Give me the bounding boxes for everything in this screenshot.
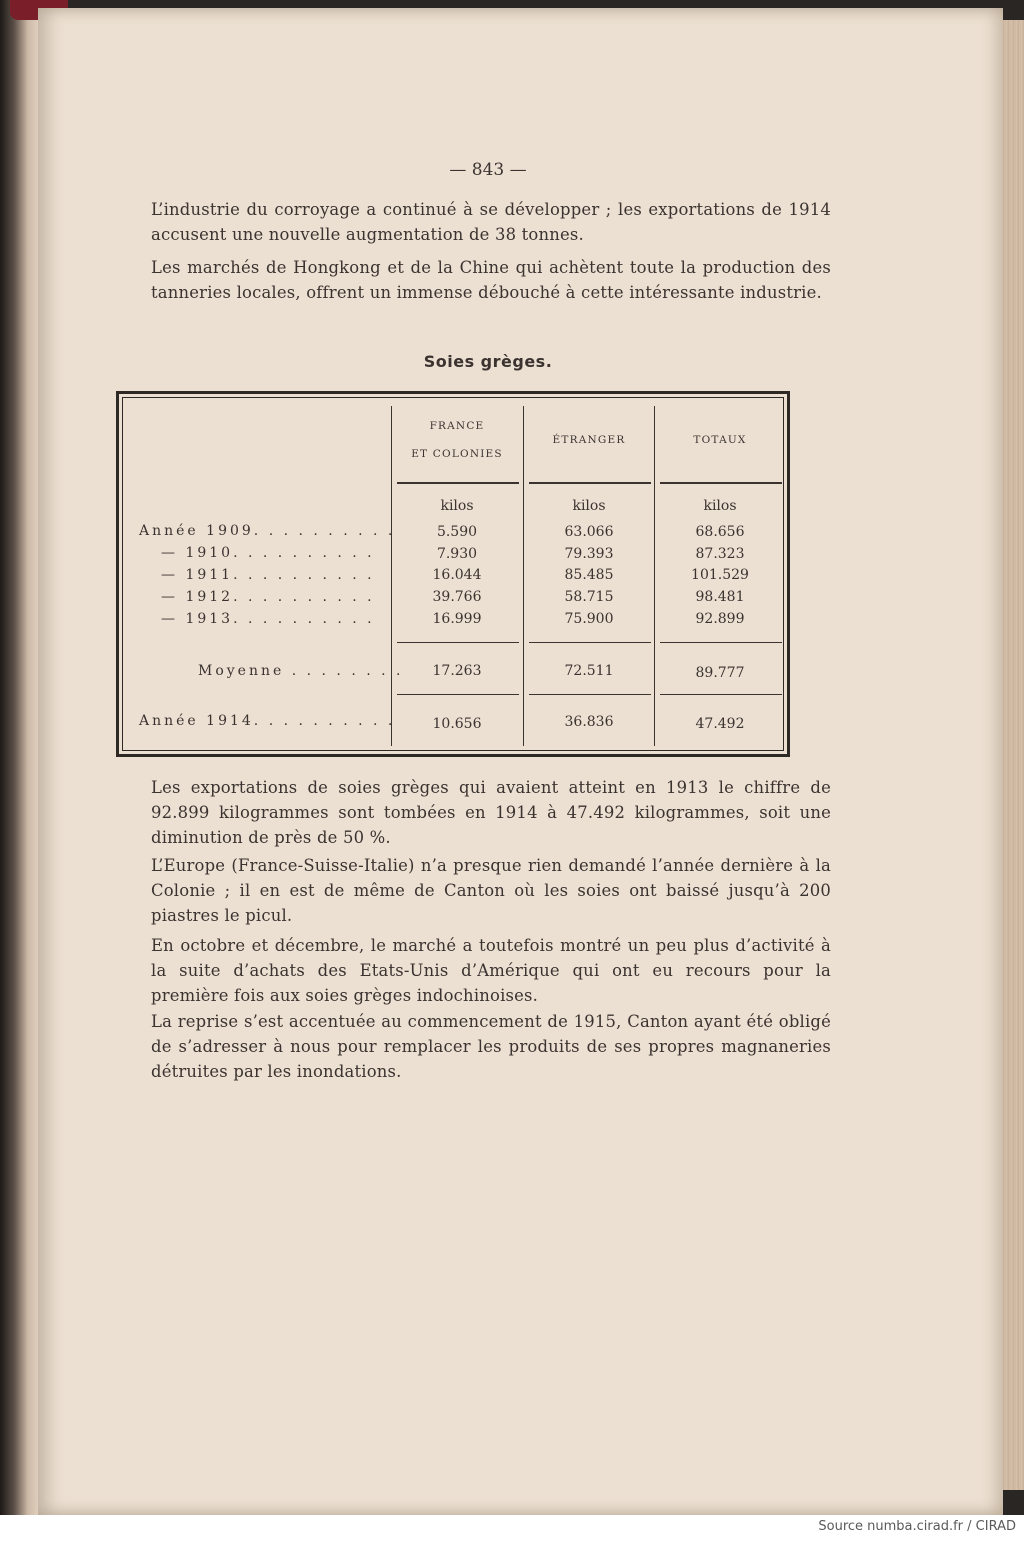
- source-credit: Source numba.cirad.fr / CIRAD: [818, 1519, 1016, 1534]
- table-cell: 17.263: [432, 663, 482, 679]
- row-label-1912: — 1912. . . . . . . . . .: [161, 589, 375, 605]
- paragraph: L’Europe (France-Suisse-Italie) n’a presque rien demandé l’année dernière à la Colonie ; il en est de même de Canton où les soies ont baissé jusqu’à 200 piastres le picul.: [151, 856, 831, 925]
- unit-label: kilos: [703, 498, 737, 514]
- table-title: Soies grèges.: [423, 352, 553, 371]
- row-label-1914: Année 1914. . . . . . . . . .: [139, 713, 396, 729]
- table-cell: 16.044: [432, 567, 482, 583]
- table-cell: 87.323: [695, 546, 745, 562]
- table-cell: 7.930: [436, 546, 478, 562]
- paragraph: Les exportations de soies grèges qui avaient atteint en 1913 le chiffre de 92.899 kilogrammes sont tombées en 1914 à 47.492 kilogrammes, soit une diminution de près de 50 %.: [151, 778, 831, 847]
- table-cell: 101.529: [691, 567, 749, 583]
- exports-table: [116, 391, 790, 757]
- row-separator: [397, 694, 519, 695]
- table-cell: 72.511: [564, 663, 614, 679]
- paragraph: En octobre et décembre, le marché a toutefois montré un peu plus d’activité à la suite d’achats des Etats-Unis d’Amérique qui ont eu recours pour la première fois aux soies grèges indochinoises.: [151, 936, 831, 1005]
- header-underline: [660, 482, 782, 484]
- header-totaux: TOTAUX: [693, 434, 747, 446]
- table-cell: 10.656: [432, 716, 482, 732]
- table-cell: 85.485: [564, 567, 614, 583]
- header-etranger: ÉTRANGER: [552, 434, 626, 446]
- header-france-line1: FRANCE: [429, 420, 485, 432]
- table-cell: 92.899: [695, 611, 745, 627]
- table-cell: 63.066: [564, 524, 614, 540]
- column-separator: [523, 406, 524, 746]
- table-cell: 68.656: [695, 524, 745, 540]
- page-sheet: [38, 8, 1003, 1515]
- header-france: [393, 412, 521, 468]
- header-france-line2: ET COLONIES: [411, 448, 503, 460]
- table-inner-border: [122, 397, 784, 751]
- column-separator: [391, 406, 392, 746]
- table-cell: 5.590: [436, 524, 478, 540]
- header-underline: [529, 482, 651, 484]
- row-separator: [660, 694, 782, 695]
- table-cell: 39.766: [432, 589, 482, 605]
- row-separator: [660, 642, 782, 643]
- row-label-1911: — 1911. . . . . . . . . .: [161, 567, 375, 583]
- row-label-1909: Année 1909. . . . . . . . . .: [139, 523, 396, 539]
- unit-label: kilos: [440, 498, 474, 514]
- table-cell: 98.481: [695, 589, 745, 605]
- table-cell: 79.393: [564, 546, 614, 562]
- table-cell: 58.715: [564, 589, 614, 605]
- table-cell: 75.900: [564, 611, 614, 627]
- page-number: — 843 —: [449, 160, 527, 180]
- header-underline: [397, 482, 519, 484]
- row-separator: [397, 642, 519, 643]
- column-separator: [654, 406, 655, 746]
- table-cell: 89.777: [695, 665, 745, 681]
- paragraph: L’industrie du corroyage a continué à se développer ; les exportations de 1914 accusent une nouvelle augmentation de 38 tonnes.: [151, 200, 831, 244]
- left-page-edge: [0, 0, 40, 1515]
- row-separator: [529, 642, 651, 643]
- paragraph: Les marchés de Hongkong et de la Chine qui achètent toute la production des tanneries locales, offrent un immense débouché à cette intéressante industrie.: [151, 258, 831, 302]
- row-label-moyenne: Moyenne . . . . . . . .: [198, 663, 404, 679]
- table-cell: 36.836: [564, 714, 614, 730]
- table-cell: 47.492: [695, 716, 745, 732]
- paragraph: La reprise s’est accentuée au commencement de 1915, Canton ayant été obligé de s’adresser à nous pour remplacer les produits de ses propres magnaneries détruites par les inondations.: [151, 1012, 831, 1081]
- table-cell: 16.999: [432, 611, 482, 627]
- unit-label: kilos: [572, 498, 606, 514]
- row-separator: [529, 694, 651, 695]
- row-label-1910: — 1910. . . . . . . . . .: [161, 545, 375, 561]
- row-label-1913: — 1913. . . . . . . . . .: [161, 611, 375, 627]
